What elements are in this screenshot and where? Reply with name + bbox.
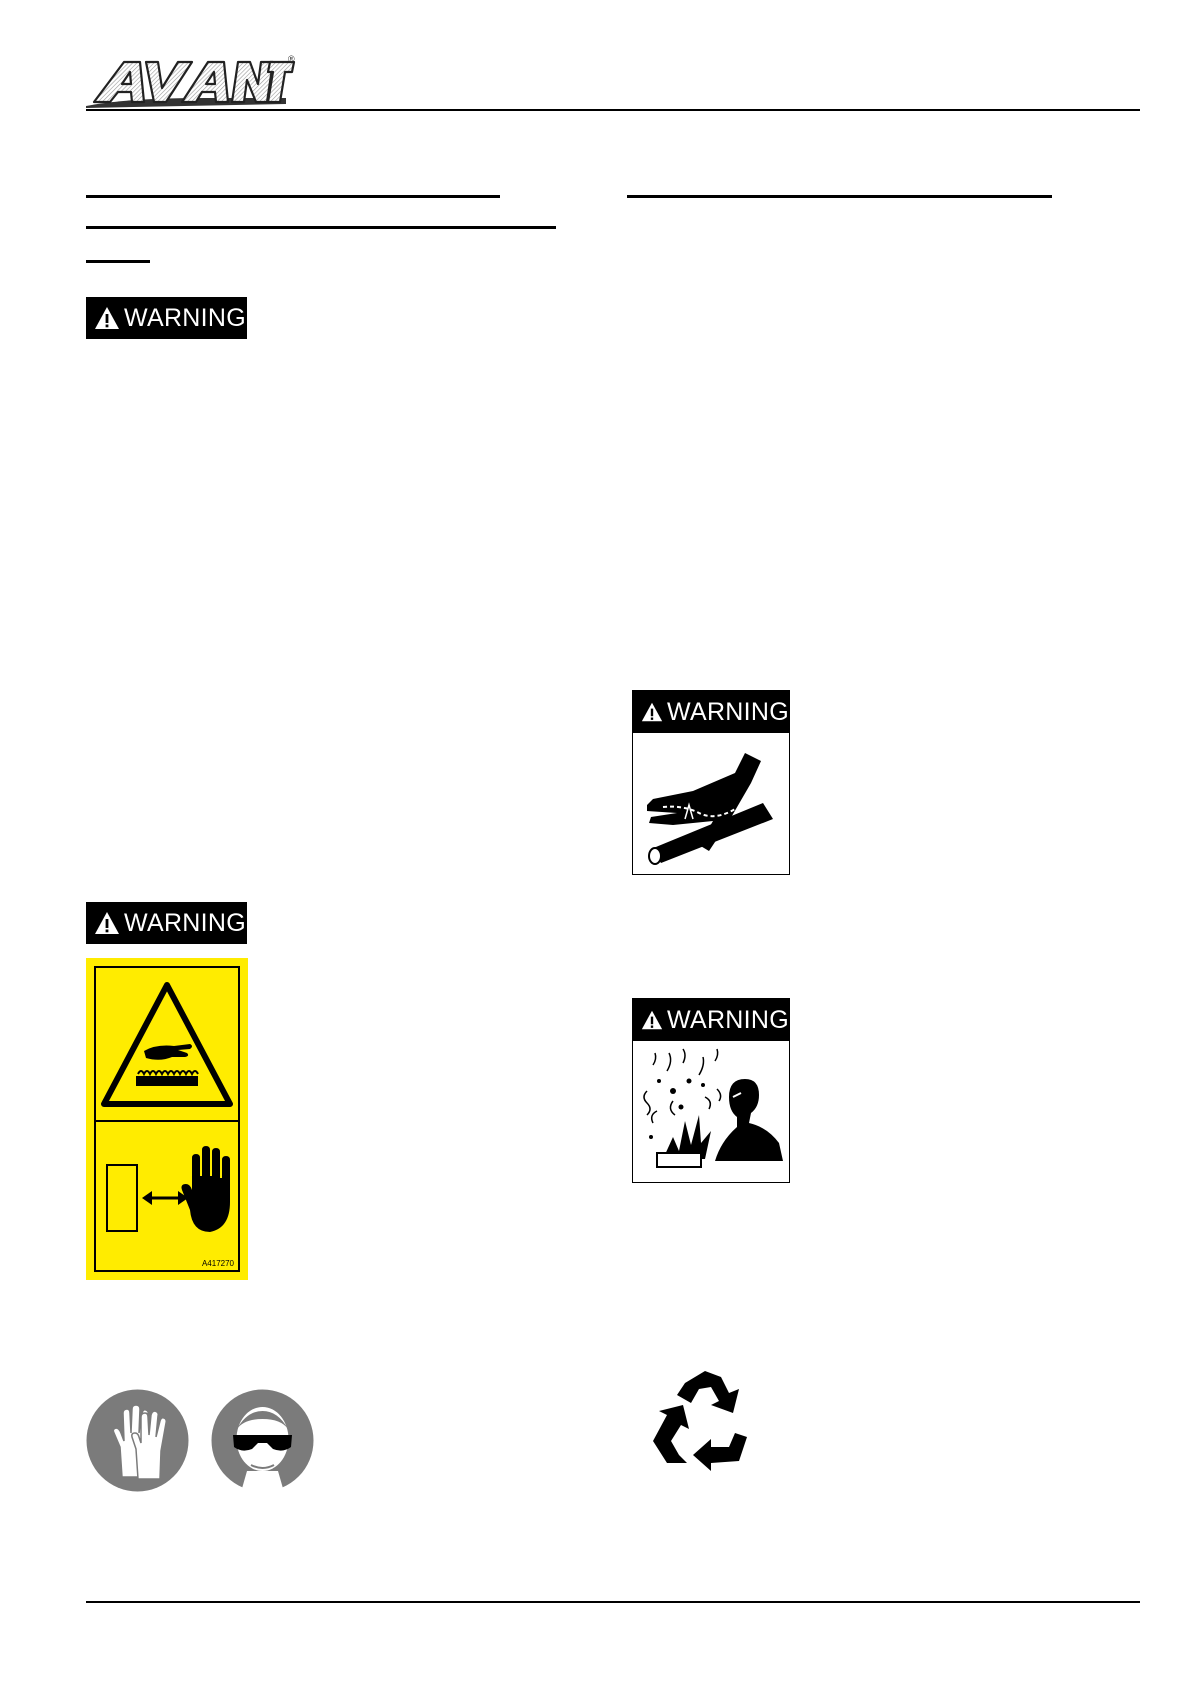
recycle-icon bbox=[647, 1367, 755, 1475]
warning-text: WARNING bbox=[124, 908, 246, 937]
warning-label-1 bbox=[86, 297, 247, 339]
warning-text: WARNING bbox=[667, 1005, 789, 1034]
registered-mark: ® bbox=[288, 54, 295, 64]
fluid-injection-warning bbox=[632, 690, 790, 875]
sign-code: A417270 bbox=[201, 1259, 234, 1268]
avant-logo-graphic bbox=[86, 54, 300, 110]
battery-explosion-warning bbox=[632, 998, 790, 1183]
left-heading-underline-2 bbox=[86, 226, 556, 229]
hot-surface-icon bbox=[104, 985, 230, 1104]
keep-distance-hand-icon bbox=[107, 1146, 230, 1232]
logo-text bbox=[300, 54, 301, 55]
warning-label-4 bbox=[633, 999, 789, 1041]
warning-label-2 bbox=[86, 902, 247, 944]
header-rule bbox=[86, 109, 1140, 111]
warning-triangle-icon bbox=[94, 911, 120, 935]
warning-text: WARNING bbox=[667, 697, 789, 726]
warning-label-3 bbox=[633, 691, 789, 733]
explosion-icon bbox=[633, 1041, 790, 1183]
warning-triangle-icon bbox=[641, 700, 663, 724]
warning-triangle-icon bbox=[94, 306, 120, 330]
safety-goggles-icon bbox=[211, 1389, 314, 1492]
warning-triangle-icon bbox=[641, 1008, 663, 1032]
left-heading-underline-1 bbox=[86, 195, 500, 198]
left-heading-underline-3 bbox=[86, 260, 150, 263]
warning-text: WARNING bbox=[124, 303, 246, 332]
right-heading-underline bbox=[627, 195, 1052, 198]
brand-logo bbox=[86, 54, 300, 110]
gloves-icon bbox=[86, 1389, 189, 1492]
footer-rule bbox=[86, 1601, 1140, 1603]
hot-surface-sign bbox=[86, 958, 248, 1280]
fluid-injection-icon bbox=[633, 733, 790, 875]
